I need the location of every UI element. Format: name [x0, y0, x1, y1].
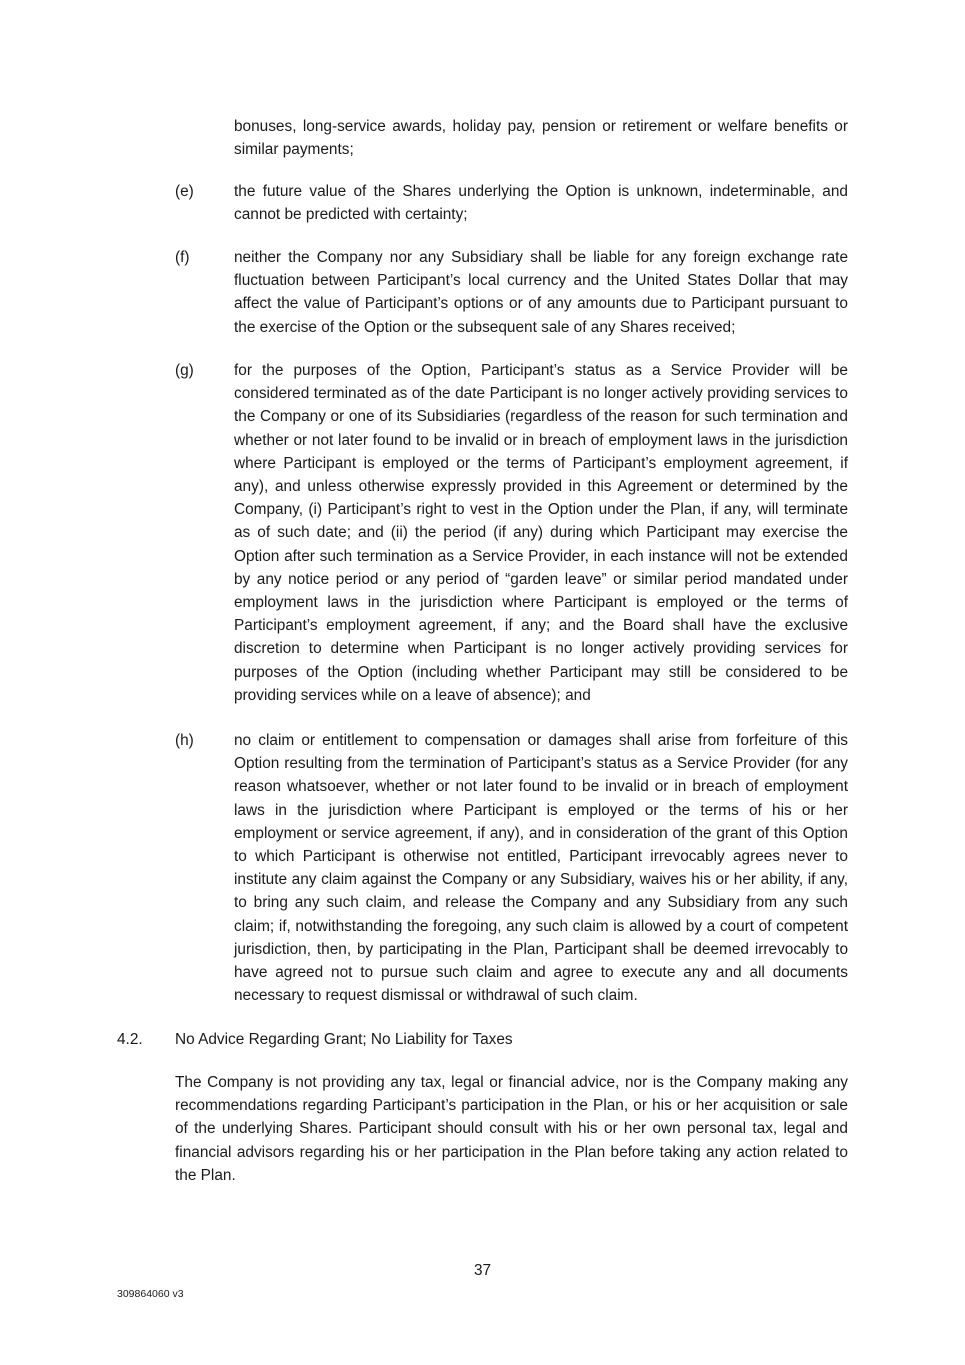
item-label-e: (e) [175, 183, 194, 200]
item-text-f: neither the Company nor any Subsidiary shall be liable for any foreign exchange rate fluctuation between Participant’s local currency and the United States Dollar that may affect the value of Participant’s options or of any amounts due to Participant pursuant to the exercise of the Option or the subsequent sale of any Shares received; [234, 249, 848, 336]
item-label-f: (f) [175, 249, 190, 266]
item-text-e: the future value of the Shares underlying the Option is unknown, indeterminable, and cannot be predicted with certainty; [234, 183, 848, 224]
section-number: 4.2. [117, 1031, 143, 1048]
continuation-paragraph: bonuses, long-service awards, holiday pay, pension or retirement or welfare benefits or similar payments; [234, 118, 848, 159]
section-heading: No Advice Regarding Grant; No Liability for Taxes [175, 1031, 513, 1048]
item-label-g: (g) [175, 362, 194, 379]
page-number: 37 [473, 1262, 492, 1279]
item-text-h: no claim or entitlement to compensation or damages shall arise from forfeiture of this Option resulting from the termination of Participant’s status as a Service Provider (for any reason whatsoever, whether or not later found to be invalid or in breach of employment laws in the jurisdiction where Participant is employed or the terms of his or her employment or service agreement, if any), and in consideration of the grant of this Option to which Participant is otherwise not entitled, Participant irrevocably agrees never to institute any claim against the Company or any Subsidiary, waives his or her ability, if any, to bring any such claim, and release the Company and any Subsidiary from any such claim; if, notwithstanding the foregoing, any such claim is allowed by a court of competent jurisdiction, then, by participating in the Plan, Participant shall be deemed irrevocably to have agreed not to pursue such claim and agree to execute any and all documents necessary to request dismissal or withdrawal of such claim. [234, 732, 848, 1005]
section-body: The Company is not providing any tax, legal or financial advice, nor is the Company making any recommendations regarding Participant’s participation in the Plan, or his or her acquisition or sale of the underlying Shares. Participant should consult with his or her own personal tax, legal and financial advisors regarding his or her participation in the Plan before taking any action related to the Plan. [175, 1074, 848, 1184]
item-text-g: for the purposes of the Option, Participant’s status as a Service Provider will be considered terminated as of the date Participant is no longer actively providing services to the Company or one of its Subsidiaries (regardless of the reason for such termination and whether or not later found to be invalid or in breach of employment laws in the jurisdiction where Participant is employed or the terms of Participant’s employment agreement, if any), and unless otherwise expressly provided in this Agreement or determined by the Company, (i) Participant’s right to vest in the Option under the Plan, if any, will terminate as of such date; and (ii) the period (if any) during which Participant may exercise the Option after such termination as a Service Provider, in each instance will not be extended by any notice period or any period of “garden leave” or similar period mandated under employment laws in the jurisdiction where Participant is employed or the terms of Participant’s employment agreement, if any; and the Board shall have the exclusive discretion to determine when Participant is no longer actively providing services for purposes of the Option (including whether Participant may still be considered to be providing services while on a leave of absence); and [234, 362, 848, 704]
document-reference: 309864060 v3 [117, 1288, 184, 1300]
item-label-h: (h) [175, 732, 194, 749]
